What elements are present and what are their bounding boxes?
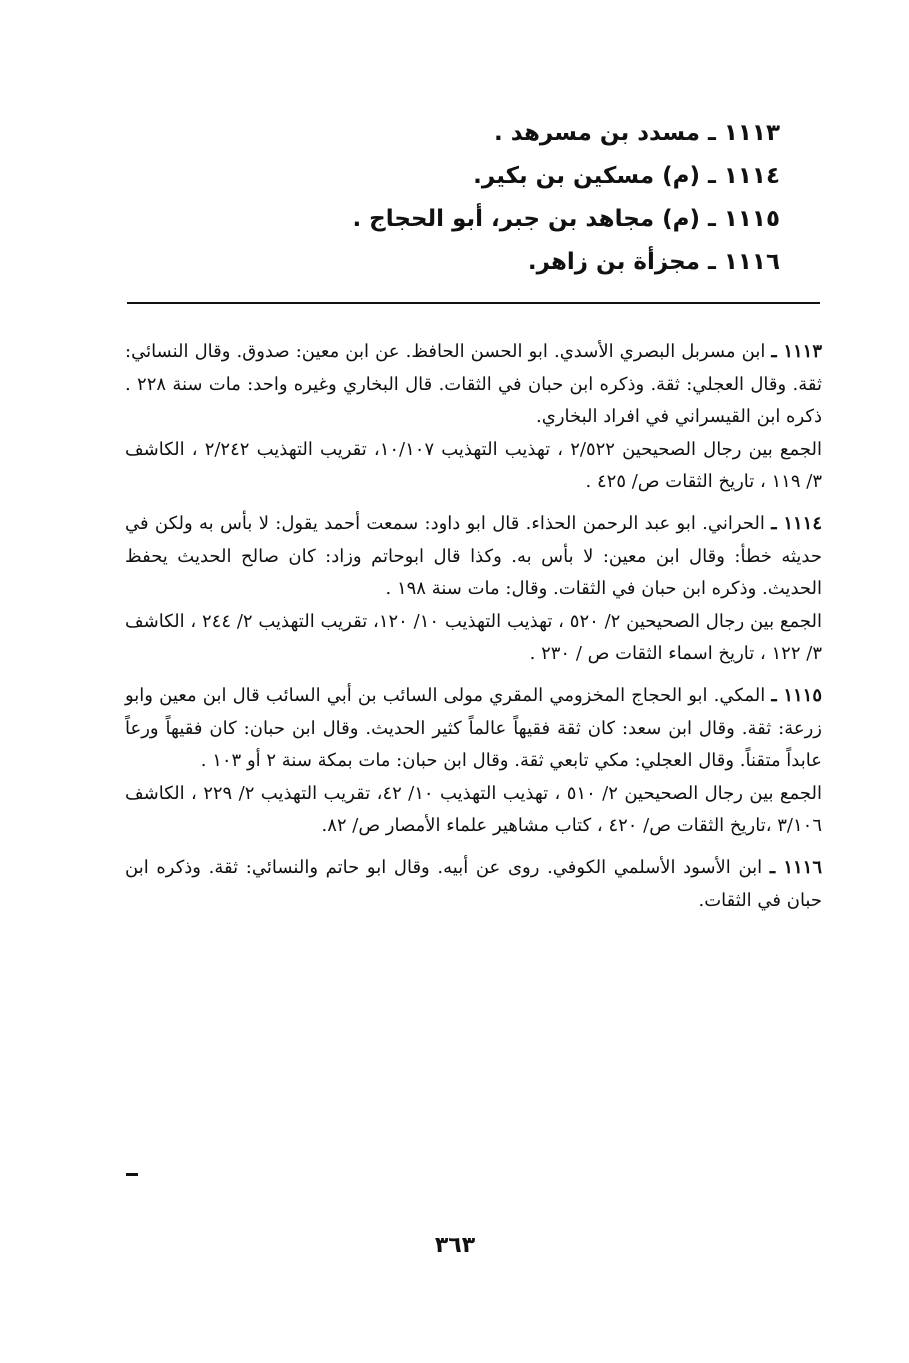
footnote-number: ١١١٤ ـ [771,512,822,534]
footnote-number: ١١١٣ ـ [771,341,822,362]
footnote-paragraph [125,852,822,917]
page-number: ٣٦٣ [434,1233,476,1258]
footnote-number: ١١١٦ ـ [769,856,822,878]
entry-heading: ١١١٣ ـ مسدد بن مسرهد . [493,120,780,146]
footnote [125,336,822,499]
footnote-divider [127,302,820,304]
footnote-text: ابن الأسود الأسلمي الكوفي. روى عن أبيه. وقال ابو حاتم والنسائي: ثقة. وذكره ابن حبان في الثقات. [125,856,822,911]
footnote-references: الجمع بين رجال الصحيحين ٢/ ٥٢٠ ، تهذيب التهذيب ١٠/ ١٢٠، تقريب التهذيب ٢/ ٢٤٤ ، الكاشف ٣/ ١٢٢ ، تاريخ اسماء الثقات ص / ٢٣٠ . [125,610,822,665]
footnote-paragraph [125,680,822,778]
footnote-text: ابن مسربل البصري الأسدي. ابو الحسن الحافظ. عن ابن معين: صدوق. وقال النسائي: ثقة. وقال العجلي: ثقة. وذكره ابن حبان في الثقات. قال البخاري وغيره واحد: مات سنة ٢٢٨ . ذكره ابن القيسراني في افراد البخاري. [125,341,822,428]
footnote [125,508,822,671]
footnote-text: الحراني. ابو عبد الرحمن الحذاء. قال ابو داود: سمعت أحمد يقول: لا بأس به ولكن في حديثه خطأ: وقال ابن معين: لا بأس به. وكذا قال ابوحاتم وزاد: كان صالح الحديث يحفظ الحديث. وذكره ابن حبان في الثقات. وقال: مات سنة ١٩٨ . [125,512,822,600]
footnotes [125,336,822,926]
footnote [125,852,822,917]
footnote-references: الجمع بين رجال الصحيحين ٢/٥٢٢ ، تهذيب التهذيب ١٠/١٠٧، تقريب التهذيب ٢/٢٤٢ ، الكاشف ٣/ ١١٩ ، تاريخ الثقات ص/ ٤٢٥ . [125,438,822,493]
entry-heading: ١١١٤ ـ (م) مسكين بن بكير. [473,163,780,189]
footnote-paragraph [125,508,822,606]
footnote-paragraph [125,336,822,434]
end-mark [126,1173,138,1176]
footnote-number: ١١١٥ ـ [771,684,822,706]
footnote-references: الجمع بين رجال الصحيحين ٢/ ٥١٠ ، تهذيب التهذيب ١٠/ ٤٢، تقريب التهذيب ٢/ ٢٢٩ ، الكاشف ٣/١٠٦ ،تاريخ الثقات ص/ ٤٢٠ ، كتاب مشاهير علماء الأمصار ص/ ٨٢. [125,782,822,837]
footnote-text: المكي. ابو الحجاج المخزومي المقري مولى السائب بن أبي السائب قال ابن معين وابو زرعة: ثقة. وقال ابن سعد: كان ثقة فقيهاً عالماً كثير الحديث. وقال ابن حبان: كان فقيهاً ورعاً عابداً متقناً. وقال العجلي: مكي تابعي ثقة. وقال ابن حبان: مات بمكة سنة ٢ أو ١٠٣ . [125,684,822,772]
entry-headings [250,112,780,284]
entry-heading: ١١١٥ ـ (م) مجاهد بن جبر، أبو الحجاج . [352,206,780,232]
footnote [125,680,822,843]
entry-heading: ١١١٦ ـ مجزأة بن زاهر. [527,249,780,275]
